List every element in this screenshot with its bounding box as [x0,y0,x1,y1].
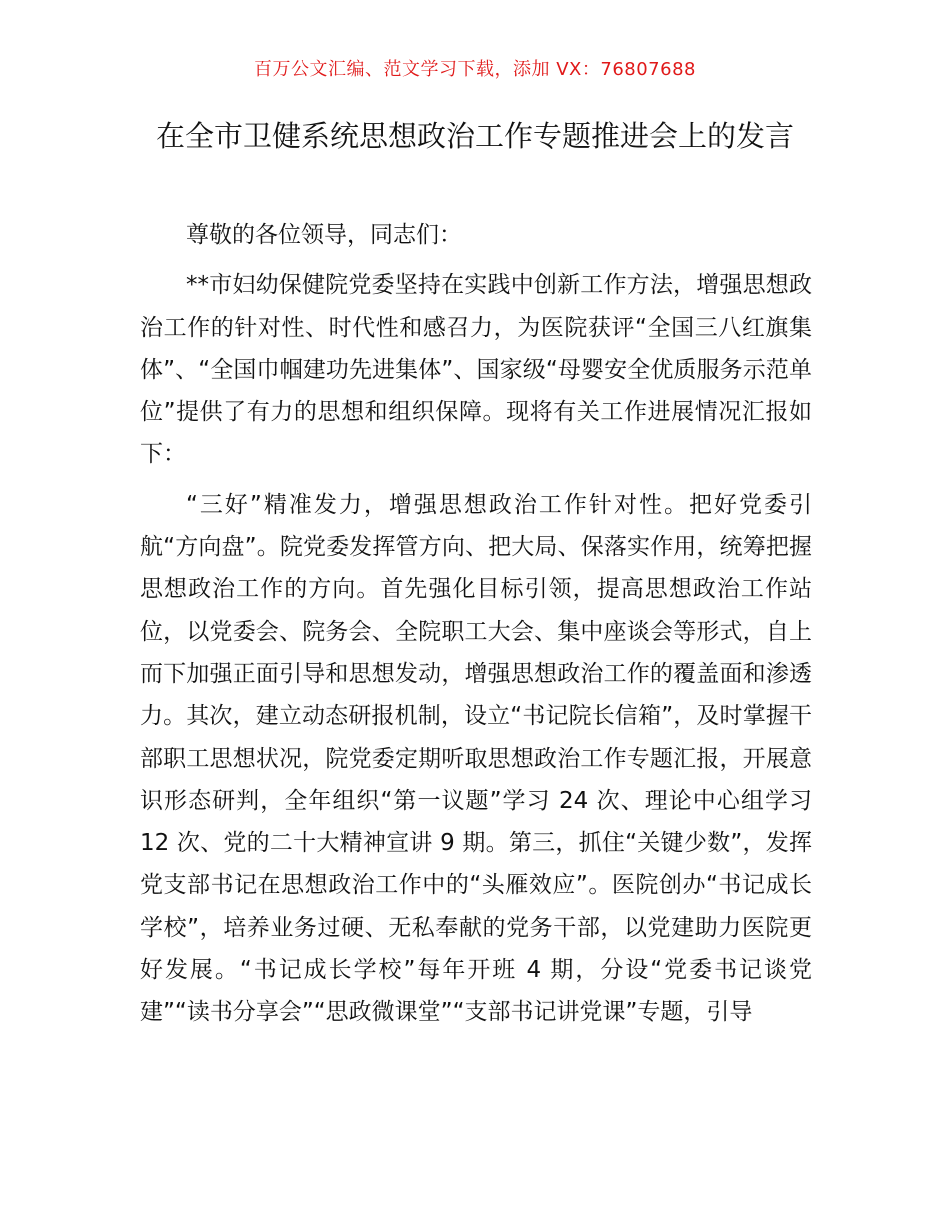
paragraph-intro: **市妇幼保健院党委坚持在实践中创新工作方法，增强思想政治工作的针对性、时代性和感召力，为医院获评“全国三八红旗集体”、“全国巾帼建功先进集体”、国家级“母婴安全优质服务示范单位”提供了有力的思想和组织保障。现将有关工作进展情况汇报如下： [140,272,812,468]
watermark-header: 百万公文汇编、范文学习下载，添加 VX：76807688 [254,59,696,80]
paragraph-section-1: “三好”精准发力，增强思想政治工作针对性。把好党委引航“方向盘”。院党委发挥管方向、把大局、保落实作用，统筹把握思想政治工作的方向。首先强化目标引领，提高思想政治工作站位，以党委会、院务会、全院职工大会、集中座谈会等形式，自上而下加强正面引导和思想发动，增强思想政治工作的覆盖面和渗透力。其次，建立动态研报机制，设立“书记院长信箱”，及时掌握干部职工思想状况，院党委定期听取思想政治工作专题汇报，开展意识形态研判，全年组织“第一议题”学习 24 次、理论中心组学习 12 次、党的二十大精神宣讲 9 期。第三，抓住“关键少数”，发挥党支部书记在思想政治工作中的“头雁效应”。医院创办“书记成长学校”，培养业务过硬、无私奉献的党务干部，以党建助力医院更好发展。“书记成长学校”每年开班 4 期，分设“党委书记谈党建”“读书分享会”“思政微课堂”“支部书记讲党课”专题，引导 [140,491,812,1026]
document-body [140,214,812,1042]
salutation: 尊敬的各位领导，同志们： [186,222,462,248]
document-title: 在全市卫健系统思想政治工作专题推进会上的发言 [155,119,794,153]
